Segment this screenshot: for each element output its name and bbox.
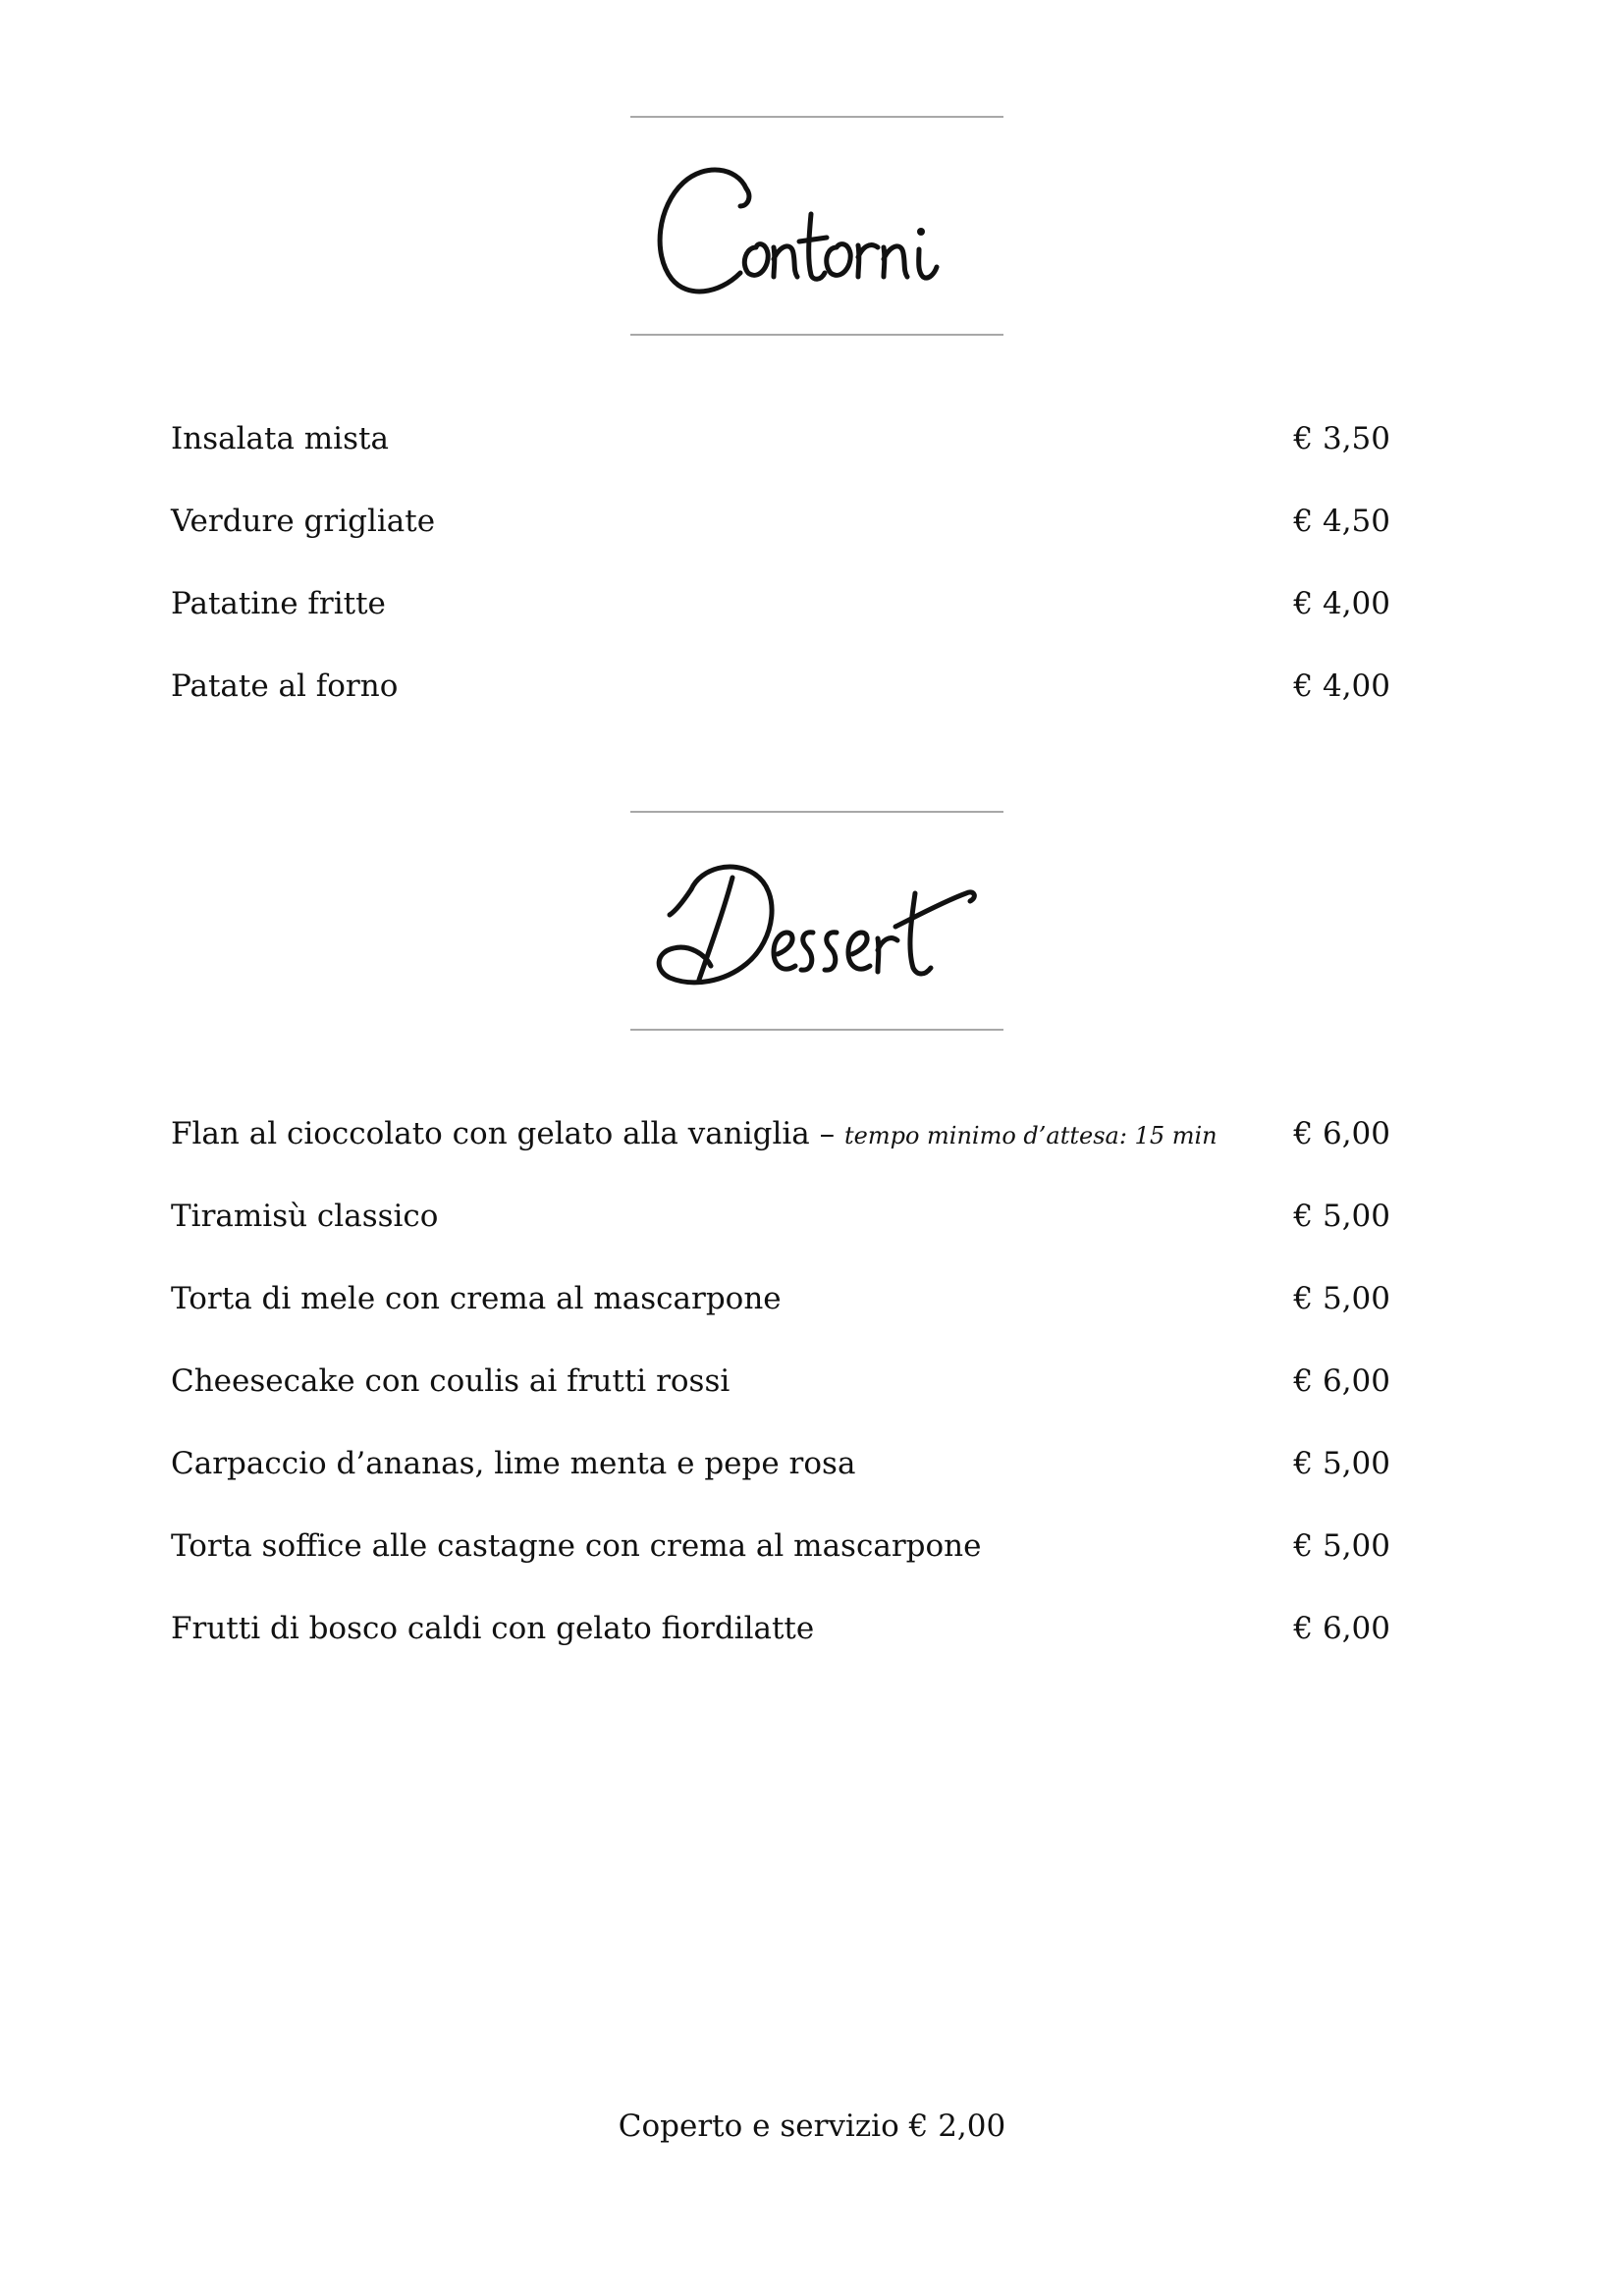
contorni-title	[630, 137, 1003, 314]
item-name: Verdure grigliate	[171, 504, 436, 539]
item-price: € 4,00	[1293, 586, 1390, 621]
menu-item	[171, 1197, 1390, 1279]
menu-item	[171, 1362, 1390, 1444]
menu-item	[171, 502, 1390, 584]
item-price: € 5,00	[1293, 1281, 1390, 1316]
item-price: € 5,00	[1293, 1446, 1390, 1481]
divider-line	[630, 811, 1003, 813]
item-name: Carpaccio d’ananas, lime menta e pepe rosa	[171, 1446, 856, 1481]
item-name: Torta soffice alle castagne con crema al mascarpone	[171, 1528, 982, 1564]
dessert-title	[630, 832, 1003, 1009]
item-price: € 4,00	[1293, 668, 1390, 704]
divider-line	[630, 1029, 1003, 1031]
menu-item	[171, 1609, 1390, 1691]
item-price: € 3,50	[1293, 421, 1390, 456]
item-price: € 5,00	[1293, 1528, 1390, 1564]
dessert-header	[630, 811, 1003, 1031]
item-name: Insalata mista	[171, 421, 389, 456]
menu-item	[171, 584, 1390, 667]
item-note: tempo minimo d’attesa: 15 min	[843, 1122, 1218, 1149]
item-name-wrapper	[171, 1114, 1218, 1155]
item-name: Torta di mele con crema al mascarpone	[171, 1281, 782, 1316]
item-name: Frutti di bosco caldi con gelato fiordilatte	[171, 1611, 815, 1646]
menu-item	[171, 1279, 1390, 1362]
item-name: Patatine fritte	[171, 586, 386, 621]
menu-item	[171, 419, 1390, 502]
item-price: € 6,00	[1293, 1611, 1390, 1646]
item-name: Patate al forno	[171, 668, 399, 704]
dessert-list	[171, 1114, 1390, 1691]
item-name: Cheesecake con coulis ai frutti rossi	[171, 1363, 731, 1399]
item-price: € 5,00	[1293, 1199, 1390, 1234]
contorni-script-lettering	[630, 137, 1003, 314]
item-name: Tiramisù classico	[171, 1199, 439, 1234]
contorni-list	[171, 419, 1390, 749]
dessert-script-lettering	[630, 832, 1003, 1009]
cover-charge-note: Coperto e servizio € 2,00	[618, 2109, 1006, 2144]
divider-line	[630, 116, 1003, 118]
menu-item	[171, 1114, 1390, 1197]
divider-line	[630, 334, 1003, 336]
item-name: Flan al cioccolato con gelato alla vaniglia –	[171, 1116, 844, 1151]
item-price: € 4,50	[1293, 504, 1390, 539]
item-price: € 6,00	[1293, 1363, 1390, 1399]
contorni-header	[630, 116, 1003, 336]
menu-item	[171, 1444, 1390, 1526]
menu-item	[171, 1526, 1390, 1609]
item-price: € 6,00	[1293, 1116, 1390, 1151]
menu-item	[171, 667, 1390, 749]
